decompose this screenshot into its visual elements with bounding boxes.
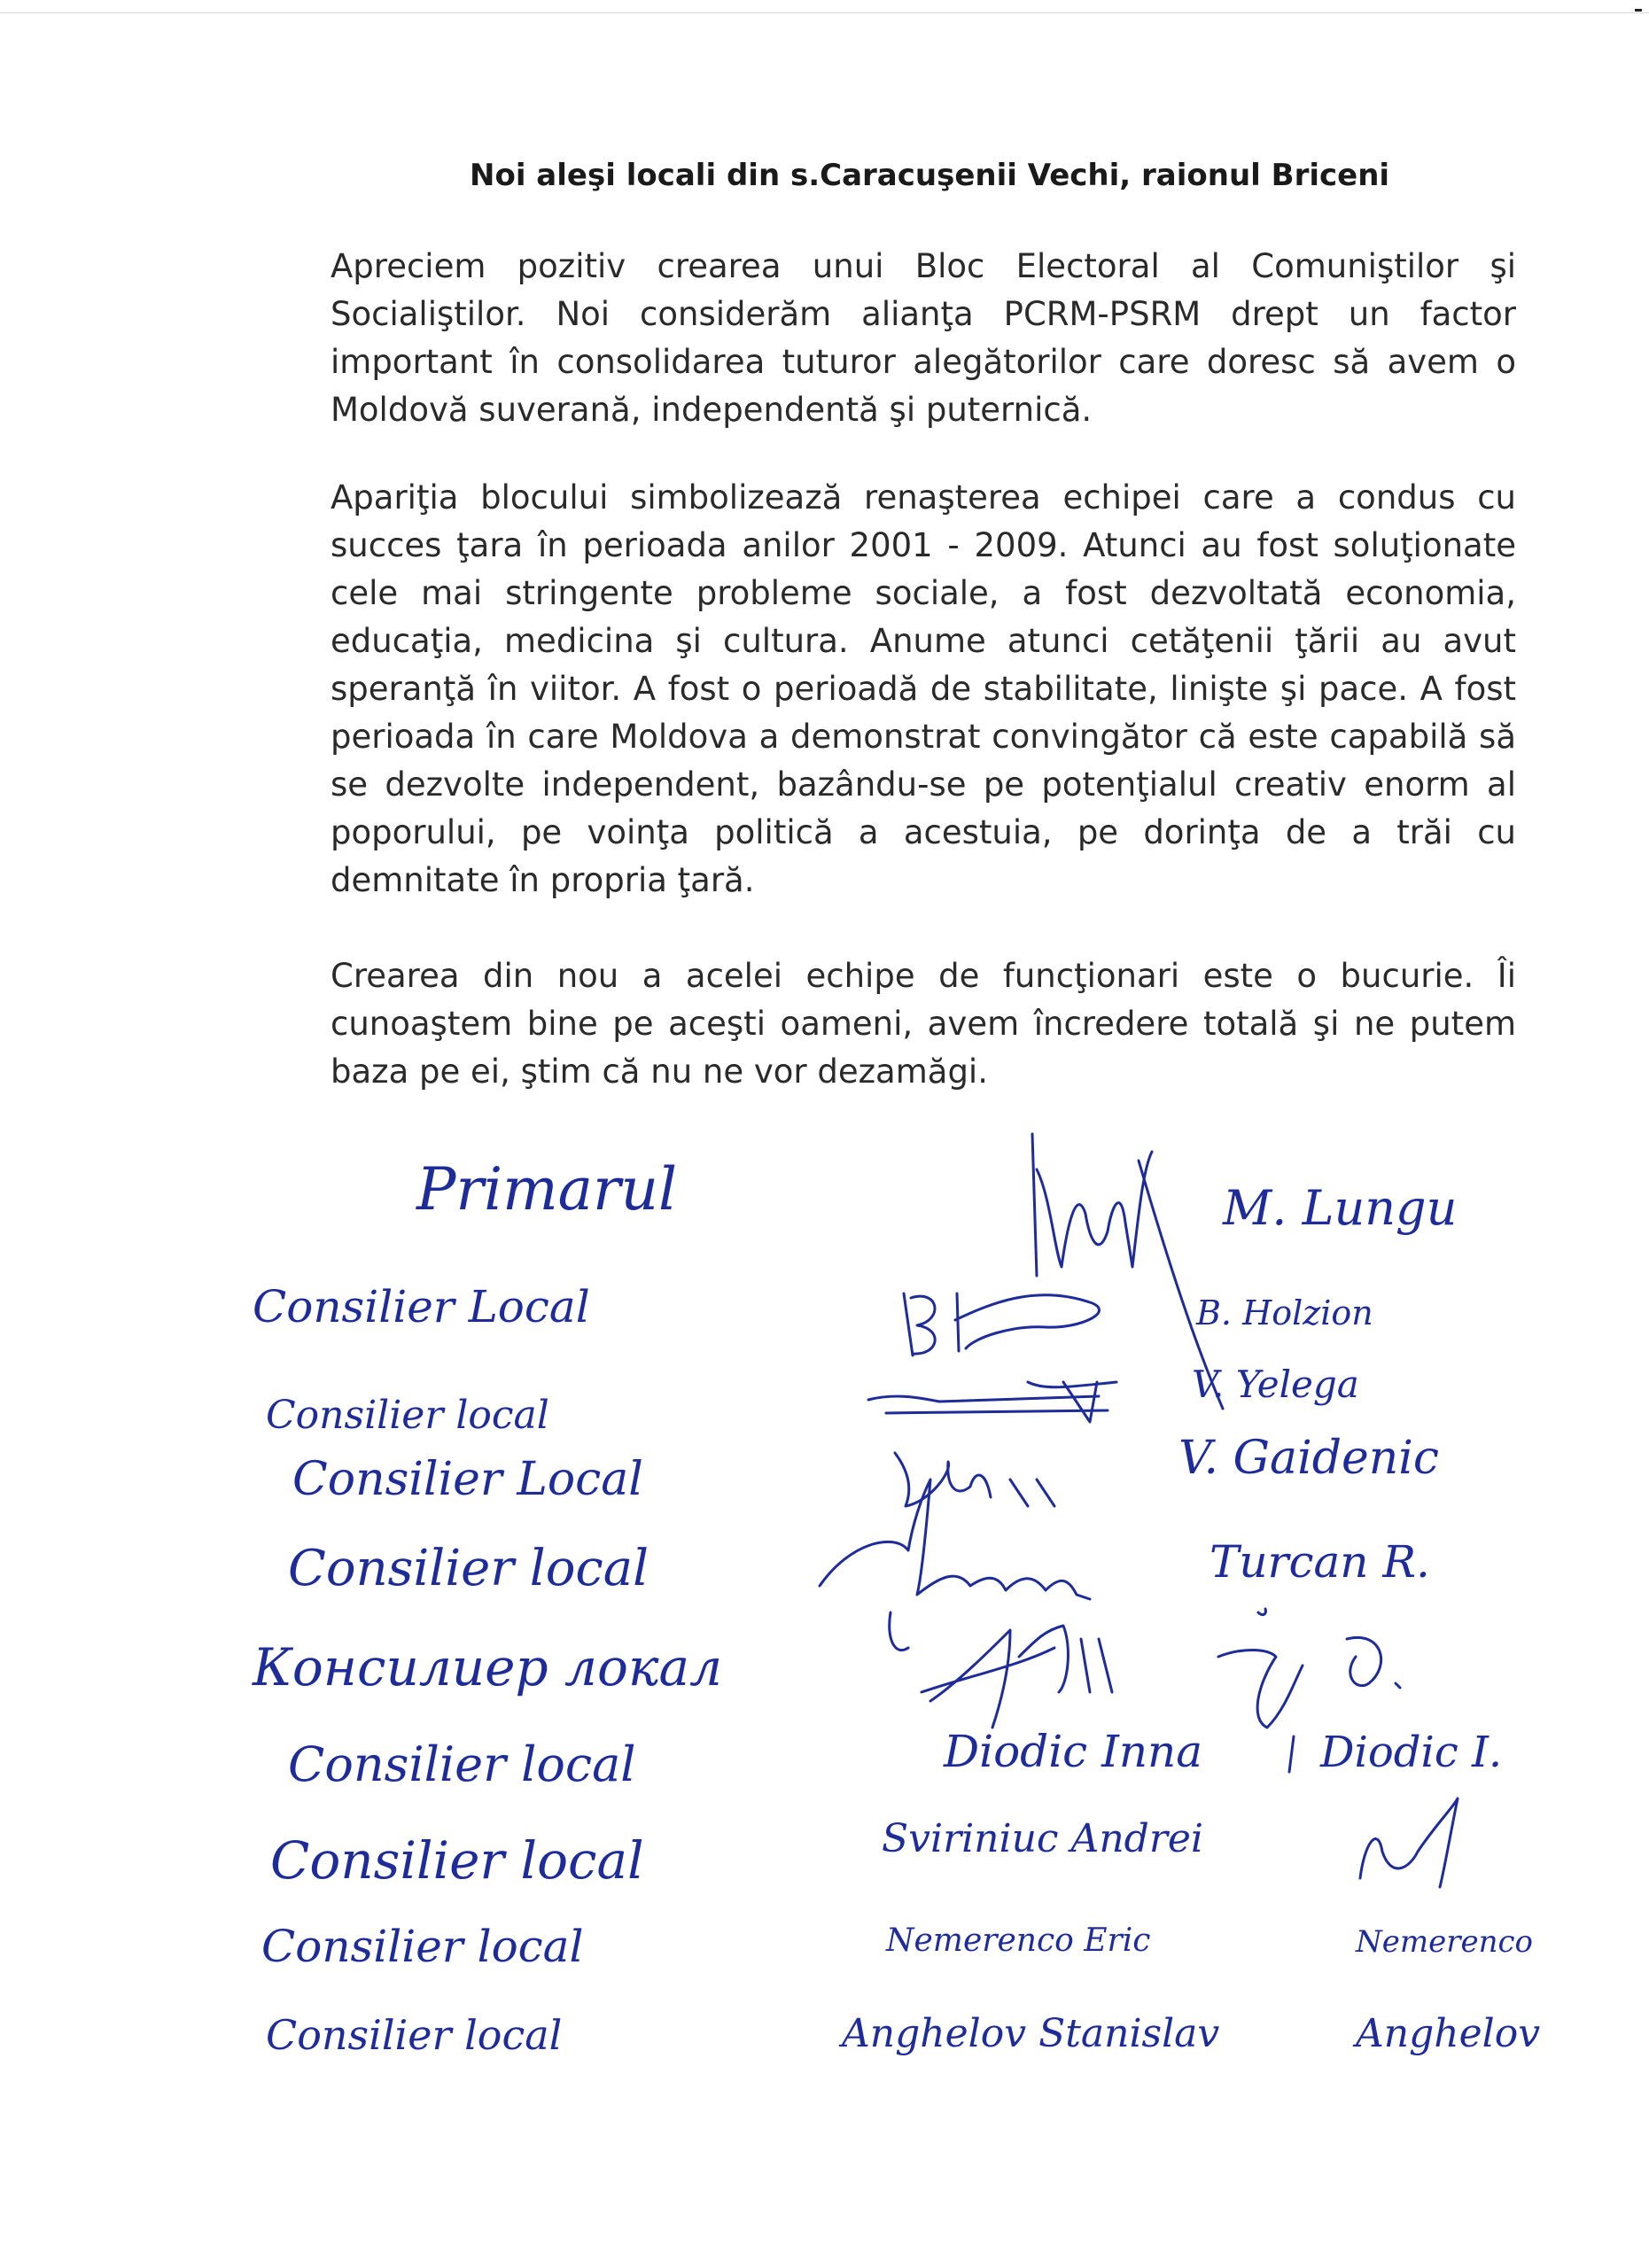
signature-mark	[1218, 1609, 1400, 1772]
scan-artifact	[1635, 9, 1642, 12]
handwritten-position: Primarul	[416, 1155, 678, 1223]
handwritten-name: B. Holzion	[1196, 1293, 1373, 1332]
signature-mark	[868, 1382, 1116, 1422]
handwritten-name: M. Lungu	[1223, 1180, 1458, 1236]
handwritten-short-name: Diodic I.	[1320, 1728, 1503, 1777]
handwritten-name: Anghelov Stanislav	[842, 2011, 1220, 2056]
paragraph-3: Crearea din nou a acelei echipe de funcţionari este o bucurie. Îi cunoaştem bine pe aceşti oameni, avem încredere totală şi ne putem baza pe ei, ştim că nu ne vor dezamăgi.	[331, 957, 1516, 1091]
signature-scribbles	[0, 1116, 1649, 2179]
handwritten-position: Consilier Local	[253, 1281, 590, 1332]
signature-mark	[922, 1626, 1112, 1728]
handwritten-position: Consilier local	[261, 1921, 584, 1972]
signature-mark	[1139, 1161, 1223, 1409]
handwritten-name: V. Gaidenic	[1178, 1432, 1439, 1485]
handwritten-position: Consilier local	[288, 1736, 636, 1792]
signature-mark	[904, 1293, 1099, 1355]
handwritten-short-name: Anghelov	[1356, 2011, 1541, 2056]
handwritten-short-name: Nemerenco	[1356, 1924, 1534, 1960]
handwritten-position: Consilier Local	[292, 1453, 643, 1506]
paragraph-2: Apariţia blocului simbolizează renaşterea echipei care a condus cu succes ţara în perioada anilor 2001 - 2009. Atunci au fost soluţionate cele mai stringente probleme sociale, a fost dezvoltată economia, educaţia, medicina şi cultura. Anume atunci cetăţenii ţării au avut speranţă în viitor. A fost o perioadă de stabilitate, linişte şi pace. A fost perioada în care Moldova a demonstrat convingător că este capabilă să se dezvolte independent, bazându-se pe potenţialul creativ enorm al poporului, pe voinţa politică a acestuia, pe dorinţa de a trăi cu demnitate în propria ţară.	[331, 478, 1516, 899]
handwritten-position: Консилиер локал	[253, 1637, 723, 1697]
signature-mark	[895, 1453, 1054, 1506]
handwritten-position: Consilier local	[266, 1393, 549, 1438]
scan-edge-line	[0, 12, 1649, 13]
handwritten-name: Diodic Inna	[944, 1726, 1203, 1777]
handwritten-position: Consilier local	[266, 2011, 563, 2059]
paragraph-1: Apreciem pozitiv crearea unui Bloc Electoral al Comuniştilor şi Socialiştilor. Noi considerăm alianţa PCRM-PSRM drept un factor important în consolidarea tuturor alegătorilor care doresc să avem o Moldovă suverană, independentă şi puternică.	[331, 247, 1516, 429]
handwritten-position: Consilier local	[288, 1540, 649, 1597]
handwritten-position: Consilier local	[270, 1830, 644, 1891]
signature-area	[0, 1116, 1649, 2179]
handwritten-name: V. Yelega	[1192, 1363, 1359, 1406]
handwritten-name: Nemerenco Eric	[886, 1922, 1151, 1959]
document-title: Noi aleşi locali din s.Caracuşenii Vechi, raionul Briceni	[470, 158, 1390, 193]
handwritten-name: Turcan R.	[1210, 1536, 1430, 1588]
handwritten-name: Sviriniuc Andrei	[882, 1816, 1203, 1861]
signature-mark	[1360, 1798, 1458, 1887]
signature-mark	[890, 1612, 908, 1651]
signature-mark	[1032, 1134, 1152, 1276]
